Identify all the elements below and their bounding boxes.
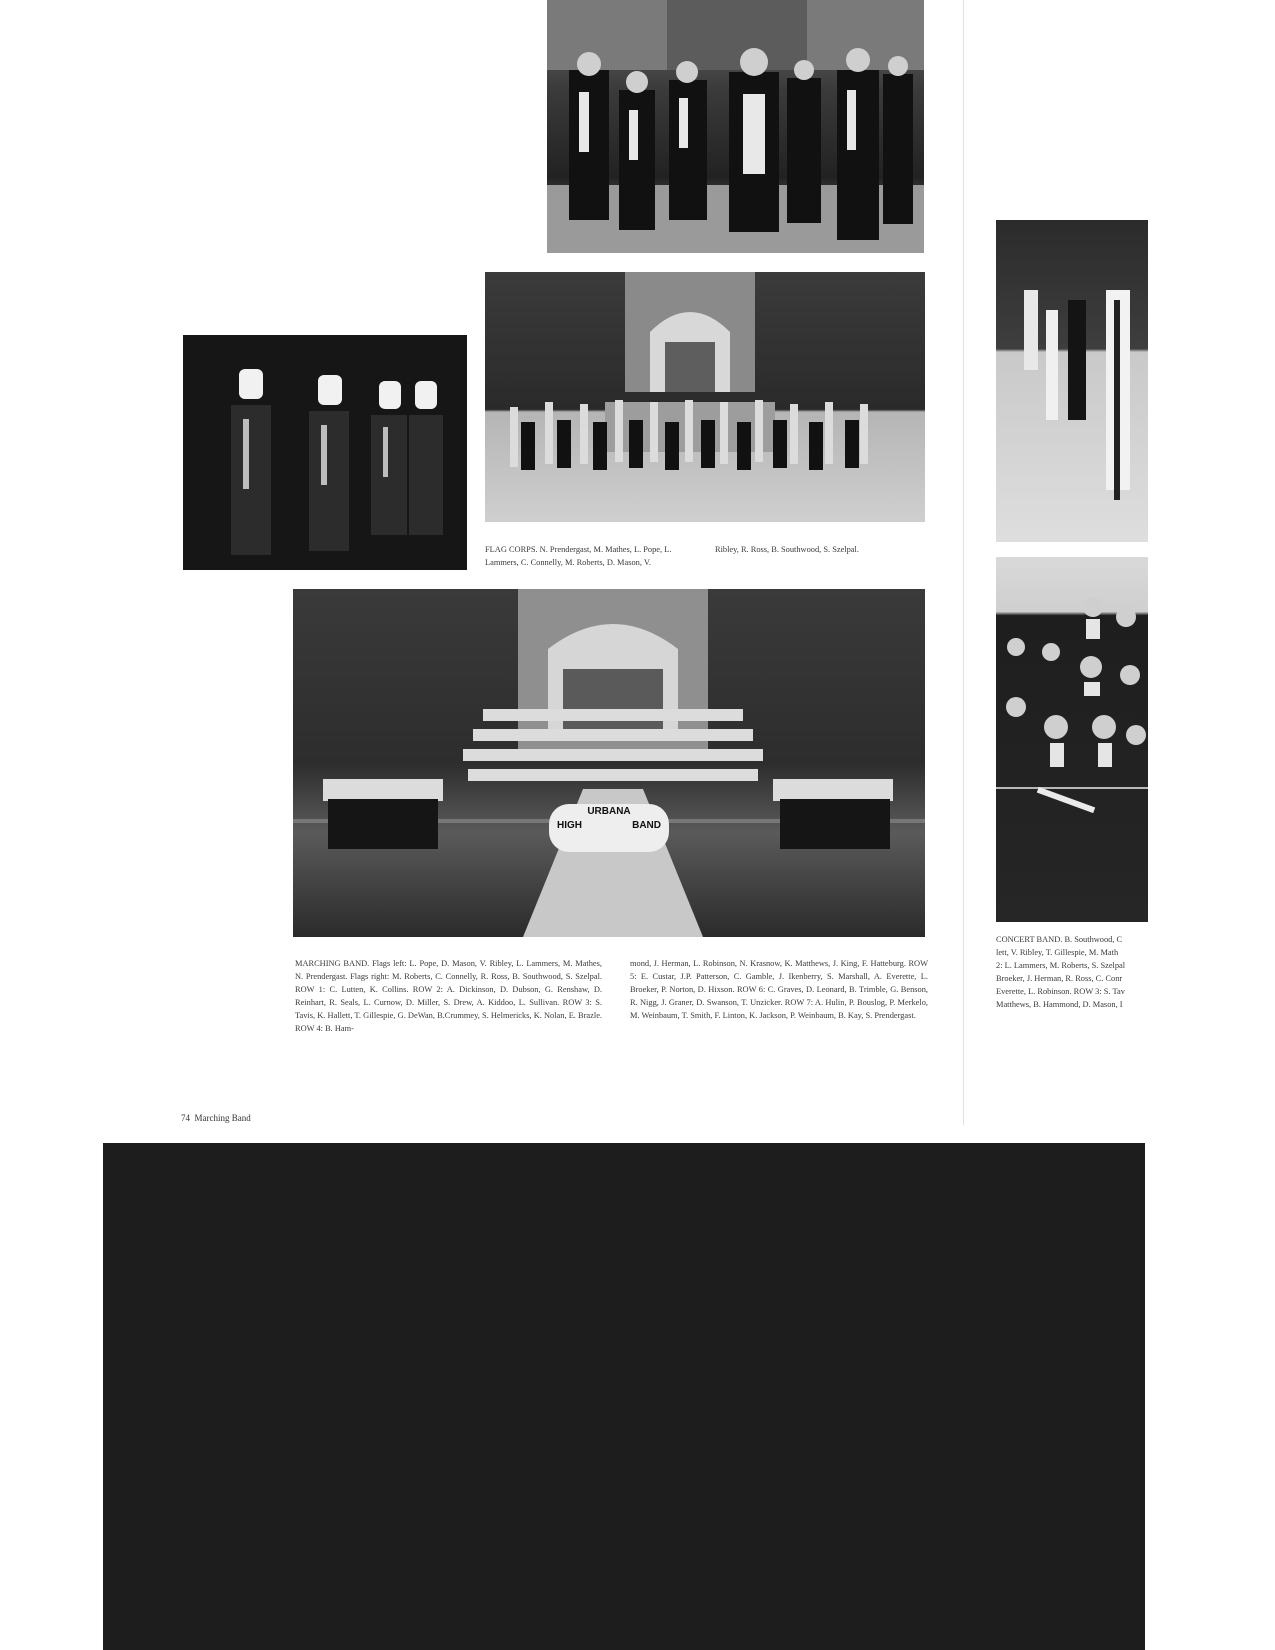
concert-band-caption <box>996 933 1148 1011</box>
concert-caption-line-2: lett, V. Ribley, T. Gillespie, M. Math <box>996 948 1119 957</box>
flag-corps-caption-col2: Ribley, R. Ross, B. Southwood, S. Szelpal. <box>715 545 859 554</box>
photo-marching-band-group <box>293 589 925 937</box>
photo-drumline-night <box>183 335 467 570</box>
photo-flag-corps <box>485 272 925 522</box>
photo-flag-corps-right <box>996 220 1148 542</box>
urbana-high-band-banner <box>549 802 669 850</box>
banner-word-high: HIGH <box>557 820 582 831</box>
marching-band-caption-col1: MARCHING BAND. Flags left: L. Pope, D. Mason, V. Ribley, L. Lammers, M. Mathes, N. Prendergast. Flags right: M. Roberts, C. Connelly, R. Ross, B. Southwood, S. Szelpal. ROW 1: C. Lutten, K. Collins. ROW 2: A. Dickinson, D. Dubson, G. Renshaw, D. Reinhart, R. Seals, L. Curnow, D. Miller, S. Drew, A. Kiddoo, L. Sullivan. ROW 3: S. Tavis, K. Hallett, T. Gillespie, G. DeWan, B.Crummey, S. Helmericks, K. Nolan, E. Brazle. ROW 4: B. Ham- <box>295 959 602 1033</box>
banner-word-band: BAND <box>632 820 661 831</box>
band-street-illustration <box>547 0 924 253</box>
photo-band-marching-street <box>547 0 924 253</box>
flag-corps-caption-col1: FLAG CORPS. N. Prendergast, M. Mathes, L. Pope, L. Lammers, C. Connelly, M. Roberts, D. Mason, V. <box>485 545 672 567</box>
marching-band-caption-col2: mond, J. Herman, L. Robinson, N. Krasnow, K. Matthews, J. King, F. Hatteburg. ROW 5: E. Custar, J.P. Patterson, C. Gamble, J. Ikenberry, S. Marshall, A. Everette, L. Broeker, P. Norton, D. Hixson. ROW 6: C. Graves, D. Leonard, B. Trimble, G. Benson, R. Nigg, J. Graner, D. Swanson, T. Unzicker. ROW 7: A. Hulin, P. Bouslog, P. Merkelo, M. Weinbaum, T. Smith, F. Linton, K. Jackson, P. Weinbaum, B. Kay, S. Prendergast. <box>630 959 928 1020</box>
marching-band-illustration <box>293 589 925 937</box>
concert-band-illustration <box>996 557 1148 922</box>
concert-caption-line-3: 2: L. Lammers, M. Roberts, S. Szelpal <box>996 961 1126 970</box>
page-number: 74 <box>181 1113 190 1123</box>
concert-caption-line-1: CONCERT BAND. B. Southwood, C <box>996 935 1123 944</box>
concert-caption-line-6: Matthews, B. Hammond, D. Mason, I <box>996 1000 1123 1009</box>
page-section-label: Marching Band <box>194 1113 251 1123</box>
concert-caption-line-4: Broeker, J. Herman, R. Ross, C. Conr <box>996 974 1123 983</box>
page-folio <box>181 1113 251 1123</box>
flag-corps-illustration <box>485 272 925 522</box>
drumline-illustration <box>183 335 467 570</box>
scan-dark-area <box>103 1143 1145 1650</box>
flag-corps-right-illustration <box>996 220 1148 542</box>
page-fold-line <box>963 0 964 1125</box>
banner-word-urbana: URBANA <box>587 806 631 817</box>
photo-concert-band <box>996 557 1148 922</box>
concert-caption-line-5: Everette, L. Robinson. ROW 3: S. Tav <box>996 987 1125 996</box>
